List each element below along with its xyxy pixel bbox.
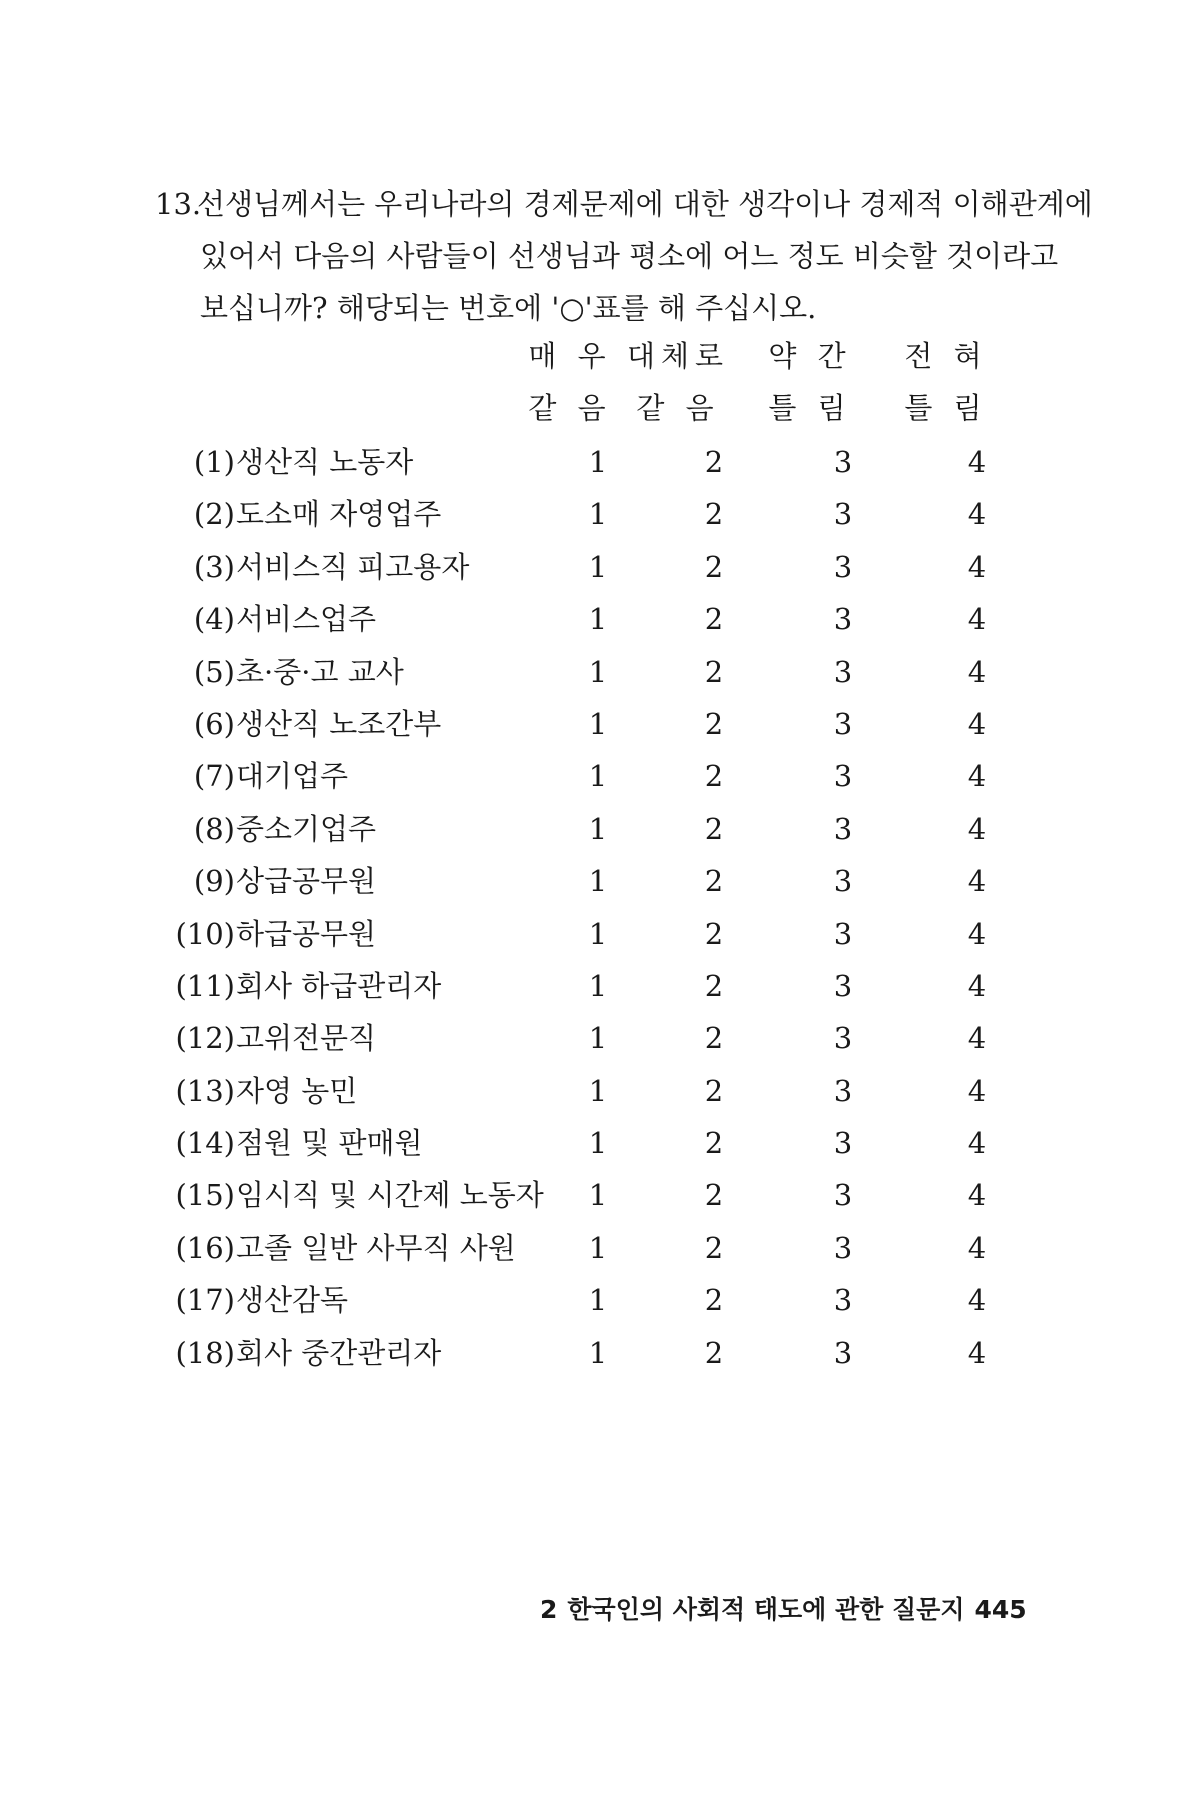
response-option-4[interactable]: 4 [967,1178,987,1213]
response-option-3[interactable]: 3 [833,497,853,532]
scale-label-line2: 틀 림 [768,391,852,425]
response-option-4[interactable]: 4 [967,654,987,689]
response-option-2[interactable]: 2 [704,1126,724,1161]
question-13 [155,178,1093,334]
item-label: 도소매 자영업주 [236,497,442,532]
response-option-4[interactable]: 4 [967,549,987,584]
item-number: (14) [175,1126,235,1161]
item-number: (4) [193,602,235,637]
response-option-1[interactable]: 1 [588,1335,608,1370]
item-label: 임시직 및 시간제 노동자 [236,1178,544,1213]
response-option-1[interactable]: 1 [588,602,608,637]
item-number: (6) [193,706,235,741]
item-label: 대기업주 [236,759,349,794]
response-option-2[interactable]: 2 [704,811,724,846]
response-option-4[interactable]: 4 [967,1230,987,1265]
response-option-1[interactable]: 1 [588,654,608,689]
response-option-3[interactable]: 3 [833,602,853,637]
item-number: (17) [175,1283,235,1318]
item-label: 중소기업주 [236,811,377,846]
list-item [0,1327,1200,1379]
response-option-1[interactable]: 1 [588,1230,608,1265]
list-item [0,488,1200,540]
item-number: (16) [175,1230,235,1265]
item-label: 생산감독 [236,1283,349,1318]
response-option-2[interactable]: 2 [704,497,724,532]
response-option-1[interactable]: 1 [588,864,608,899]
item-number: (3) [193,549,235,584]
item-number: (2) [193,497,235,532]
response-option-3[interactable]: 3 [833,864,853,899]
item-number: (1) [193,445,235,479]
response-option-4[interactable]: 4 [967,811,987,846]
response-option-1[interactable]: 1 [588,549,608,584]
scale-label-line1: 대체로 [626,339,730,373]
question-line-1 [155,178,1093,230]
item-label: 생산직 노동자 [236,445,414,479]
response-option-1[interactable]: 1 [588,1073,608,1108]
scale-somewhat-different [740,330,880,434]
response-option-3[interactable]: 3 [833,549,853,584]
page-footer [540,1590,1027,1630]
list-item [0,1117,1200,1169]
scale-label-line1: 약 간 [768,339,852,373]
item-label: 서비스직 피고용자 [236,549,470,584]
response-option-2[interactable]: 2 [704,602,724,637]
response-option-1[interactable]: 1 [588,968,608,1003]
response-option-2[interactable]: 2 [704,968,724,1003]
scale-label-line2: 틀 림 [904,391,988,425]
response-option-3[interactable]: 3 [833,811,853,846]
response-option-2[interactable]: 2 [704,1335,724,1370]
scale-totally-different [876,330,1016,434]
item-label: 고위전문직 [236,1021,377,1056]
response-option-4[interactable]: 4 [967,1283,987,1318]
list-item [0,908,1200,960]
response-option-4[interactable]: 4 [967,706,987,741]
question-text-line-3: 보십니까? 해당되는 번호에 '○'표를 해 주십시오. [200,291,817,325]
response-option-4[interactable]: 4 [967,1126,987,1161]
response-option-4[interactable]: 4 [967,1021,987,1056]
scale-label-line1: 전 혀 [904,339,988,373]
response-option-3[interactable]: 3 [833,1230,853,1265]
response-option-3[interactable]: 3 [833,916,853,951]
response-option-4[interactable]: 4 [967,602,987,637]
response-option-2[interactable]: 2 [704,654,724,689]
response-option-1[interactable]: 1 [588,445,608,479]
item-label: 하급공무원 [236,916,377,951]
response-option-2[interactable]: 2 [704,1230,724,1265]
response-option-1[interactable]: 1 [588,1283,608,1318]
response-option-2[interactable]: 2 [704,1178,724,1213]
response-option-2[interactable]: 2 [704,1073,724,1108]
response-option-4[interactable]: 4 [967,1335,987,1370]
list-item [0,541,1200,593]
item-number: (11) [175,968,235,1003]
item-number: (18) [175,1335,235,1370]
response-option-1[interactable]: 1 [588,497,608,532]
response-option-4[interactable]: 4 [967,1073,987,1108]
response-option-3[interactable]: 3 [833,1178,853,1213]
list-item [0,1065,1200,1117]
response-option-4[interactable]: 4 [967,916,987,951]
response-option-1[interactable]: 1 [588,706,608,741]
response-option-3[interactable]: 3 [833,1021,853,1056]
scale-label-line2: 같 음 [636,391,720,425]
item-number: (13) [175,1073,235,1108]
chapter-title: 한국인의 사회적 태도에 관한 질문지 [567,1595,965,1624]
item-label: 서비스업주 [236,602,377,637]
list-item [0,593,1200,645]
question-text-line-2: 있어서 다음의 사람들이 선생님과 평소에 어느 정도 비슷할 것이라고 [200,239,1059,273]
list-item [0,1274,1200,1326]
response-option-4[interactable]: 4 [967,968,987,1003]
response-option-2[interactable]: 2 [704,445,724,479]
response-option-2[interactable]: 2 [704,549,724,584]
item-label: 회사 하급관리자 [236,968,442,1003]
response-option-4[interactable]: 4 [967,759,987,794]
scale-label-line2: 같 음 [528,391,612,425]
response-option-1[interactable]: 1 [588,1178,608,1213]
response-option-3[interactable]: 3 [833,1335,853,1370]
response-option-1[interactable]: 1 [588,1021,608,1056]
response-option-4[interactable]: 4 [967,497,987,532]
response-option-1[interactable]: 1 [588,811,608,846]
response-option-3[interactable]: 3 [833,445,853,479]
chapter-number: 2 [540,1595,558,1624]
item-label: 점원 및 판매원 [236,1126,423,1161]
item-number: (8) [193,811,235,846]
list-item [0,1012,1200,1064]
response-option-3[interactable]: 3 [833,968,853,1003]
response-scale-header [0,330,1200,440]
response-option-2[interactable]: 2 [704,1283,724,1318]
scale-label-line1: 매 우 [528,339,612,373]
item-number: (9) [193,864,235,899]
scale-mostly-same [608,330,748,434]
response-option-2[interactable]: 2 [704,759,724,794]
response-option-2[interactable]: 2 [704,864,724,899]
list-item [0,960,1200,1012]
item-number: (12) [175,1021,235,1056]
item-number: (7) [193,759,235,794]
response-option-3[interactable]: 3 [833,706,853,741]
list-item [0,1222,1200,1274]
response-option-1[interactable]: 1 [588,1126,608,1161]
item-label: 생산직 노조간부 [236,706,442,741]
question-number: 13. [155,187,202,221]
page-number: 445 [974,1595,1027,1624]
item-label: 상급공무원 [236,864,377,899]
list-item [0,750,1200,802]
question-text-line-1: 선생님께서는 우리나라의 경제문제에 대한 생각이나 경제적 이해관계에 [197,187,1093,221]
response-option-2[interactable]: 2 [704,706,724,741]
item-label: 고졸 일반 사무직 사원 [236,1230,516,1265]
list-item [0,1169,1200,1221]
response-option-3[interactable]: 3 [833,759,853,794]
item-number: (15) [175,1178,235,1213]
list-item [0,436,1200,488]
list-item [0,803,1200,855]
item-label: 회사 중간관리자 [236,1335,442,1370]
response-option-3[interactable]: 3 [833,1126,853,1161]
list-item [0,646,1200,698]
item-label: 자영 농민 [236,1073,358,1108]
response-option-2[interactable]: 2 [704,1021,724,1056]
response-option-3[interactable]: 3 [833,1283,853,1318]
response-option-4[interactable]: 4 [967,445,987,479]
response-option-4[interactable]: 4 [967,864,987,899]
response-option-3[interactable]: 3 [833,654,853,689]
item-number: (5) [193,654,235,689]
response-option-3[interactable]: 3 [833,1073,853,1108]
item-number: (10) [175,916,235,951]
item-list [0,436,1200,1379]
response-option-1[interactable]: 1 [588,916,608,951]
item-label: 초·중·고 교사 [236,654,404,689]
list-item [0,698,1200,750]
response-option-1[interactable]: 1 [588,759,608,794]
response-option-2[interactable]: 2 [704,916,724,951]
list-item [0,855,1200,907]
